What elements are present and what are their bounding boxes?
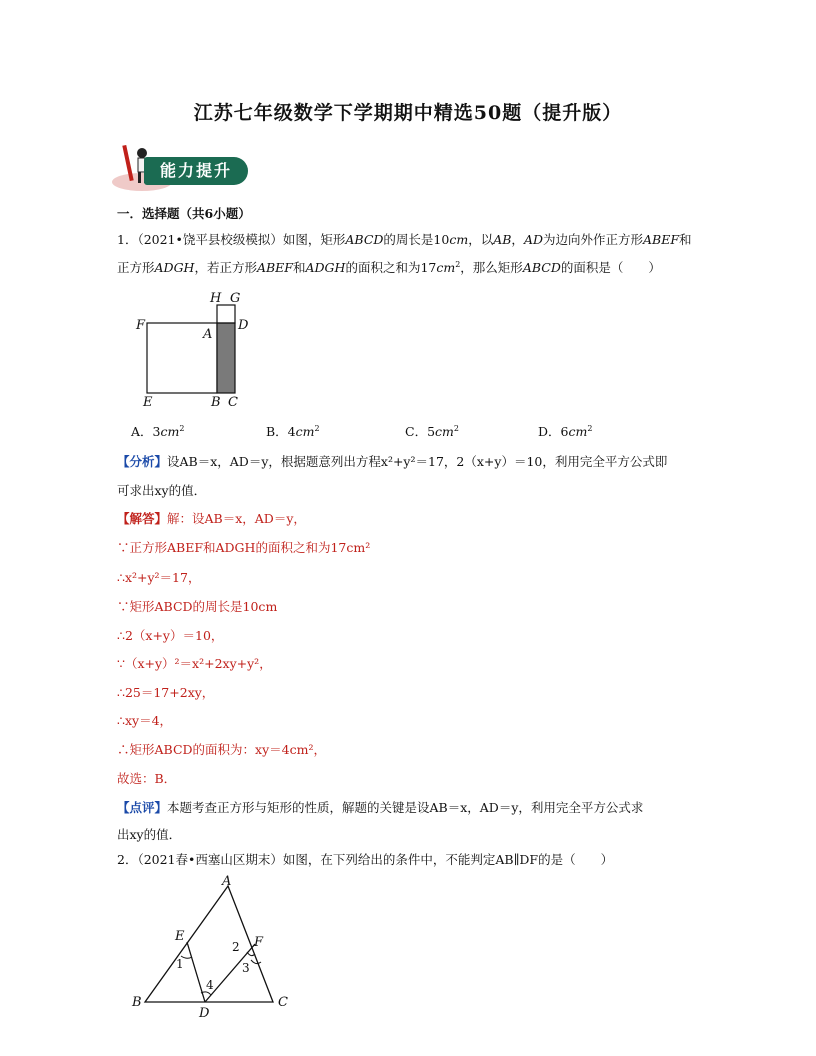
- q2-stem: 2．（2021春•西塞山区期末）如图，在下列给出的条件中，不能判定AB∥DF的是（ ）: [117, 852, 614, 867]
- option-text: A．3: [131, 424, 161, 439]
- option-unit: cm: [160, 424, 180, 439]
- label-3: 3: [242, 961, 250, 975]
- option-exponent: 2: [314, 424, 320, 433]
- q1-option-c[interactable]: [405, 422, 459, 440]
- comment-text: 本题考查正方形与矩形的性质，解题的关键是设AB＝x，AD＝y，利用完全平方公式求: [167, 800, 644, 815]
- q1-comment-line-1: [117, 799, 643, 817]
- q1-comment-line-2: 出xy的值．: [117, 827, 182, 842]
- analysis-text: 设AB＝x，AD＝y，根据题意列出方程x²+y²＝17，2（x+y）＝10，利用完全平方公式即: [167, 454, 668, 469]
- q1-text: 和: [292, 260, 306, 275]
- label-e: E: [143, 395, 153, 410]
- option-unit: cm: [295, 424, 315, 439]
- q1-answer-line-6: ∵（x+y）²＝x²+2xy+y²，: [117, 656, 272, 671]
- q1-text: ，: [511, 232, 524, 247]
- q2-figure-triangle: [125, 872, 300, 1020]
- q1-unit: cm: [449, 232, 469, 247]
- q1-var: ADGH: [305, 260, 346, 275]
- option-unit: cm: [435, 424, 454, 439]
- q1-answer-line-7: ∴25＝17+2xy，: [117, 685, 215, 700]
- label-a: A: [222, 874, 232, 889]
- ability-banner: [108, 143, 248, 191]
- q1-option-a[interactable]: [131, 422, 184, 440]
- q1-unit: cm: [436, 260, 456, 275]
- label-f: F: [136, 318, 146, 333]
- label-d: D: [238, 318, 249, 333]
- q1-var: ABCD: [522, 260, 561, 275]
- label-4: 4: [206, 978, 214, 992]
- q1-answer-line-4: ∵矩形ABCD的周长是10cm: [117, 599, 278, 614]
- q1-answer-line-8: ∴xy＝4，: [117, 713, 173, 728]
- label-a: A: [203, 327, 213, 342]
- q1-text: ，那么矩形: [460, 260, 523, 275]
- q1-text: 的面积是（ ）: [560, 260, 661, 275]
- option-text: C．5: [405, 424, 436, 439]
- answer-tag: 【解答】: [117, 511, 168, 526]
- q1-text: 为边向外作正方形: [543, 232, 644, 247]
- q1-text: 的周长是10: [383, 232, 450, 247]
- q1-exponent: 2: [455, 260, 461, 269]
- q1-var: ADGH: [154, 260, 195, 275]
- q1-text: 正方形: [117, 260, 155, 275]
- q1-stem-line-2: [117, 259, 661, 277]
- q1-var: ABEF: [643, 232, 680, 247]
- rectangle-abcd: [217, 323, 235, 393]
- label-e: E: [175, 929, 185, 944]
- q1-var: AB: [493, 232, 512, 247]
- label-b: B: [211, 395, 221, 410]
- section-heading: 一．选择题（共6小题）: [117, 206, 251, 221]
- option-text: D．6: [538, 424, 569, 439]
- q1-answer-line-9: ∴矩形ABCD的面积为：xy＝4cm²，: [117, 742, 326, 757]
- answer-text: 解：设AB＝x，AD＝y，: [167, 511, 306, 526]
- angle-3-arc: [251, 960, 261, 964]
- segment-ed: [187, 942, 205, 1002]
- label-h: H: [210, 291, 222, 306]
- q1-text: 1．（2021•饶平县校级模拟）如图，矩形: [117, 232, 346, 247]
- page-title: 江苏七年级数学下学期期中精选50题（提升版）: [193, 102, 623, 124]
- option-text: B．4: [266, 424, 296, 439]
- q1-stem-line-1: [117, 231, 692, 249]
- label-b: B: [132, 995, 142, 1010]
- q1-var: ABCD: [345, 232, 384, 247]
- label-2: 2: [232, 940, 240, 954]
- q1-figure-rectangles: [130, 288, 260, 412]
- q1-text: 的面积之和为17: [345, 260, 437, 275]
- q1-answer-line-2: ∵正方形ABEF和ADGH的面积之和为17cm²: [117, 540, 371, 555]
- label-g: G: [230, 291, 241, 306]
- option-exponent: 2: [179, 424, 185, 433]
- q1-text: ，若正方形: [194, 260, 257, 275]
- option-exponent: 2: [587, 424, 593, 433]
- label-f: F: [254, 935, 264, 950]
- q1-answer-line-10: 故选：B．: [117, 771, 177, 786]
- label-c: C: [228, 395, 238, 410]
- option-unit: cm: [568, 424, 588, 439]
- q1-var: AD: [523, 232, 543, 247]
- option-exponent: 2: [453, 424, 459, 433]
- q1-text: 和: [679, 232, 692, 247]
- q1-analysis-line-2: 可求出xy的值．: [117, 483, 207, 498]
- q1-analysis-line-1: [117, 453, 667, 471]
- label-1: 1: [176, 957, 184, 971]
- q1-option-d[interactable]: [538, 422, 592, 440]
- banner-label: 能力提升: [144, 157, 248, 185]
- label-c: C: [278, 995, 288, 1010]
- label-d: D: [199, 1006, 210, 1020]
- q1-option-b[interactable]: [266, 422, 320, 440]
- q1-answer-line-5: ∴2（x+y）＝10，: [117, 628, 224, 643]
- analysis-tag: 【分析】: [117, 454, 168, 469]
- comment-tag: 【点评】: [117, 800, 168, 815]
- q1-answer-line-1: [117, 510, 306, 528]
- q1-var: ABEF: [256, 260, 293, 275]
- q1-text: ，以: [468, 232, 494, 247]
- square-adgh: [217, 305, 235, 323]
- q1-answer-line-3: ∴x²+y²＝17，: [117, 570, 201, 585]
